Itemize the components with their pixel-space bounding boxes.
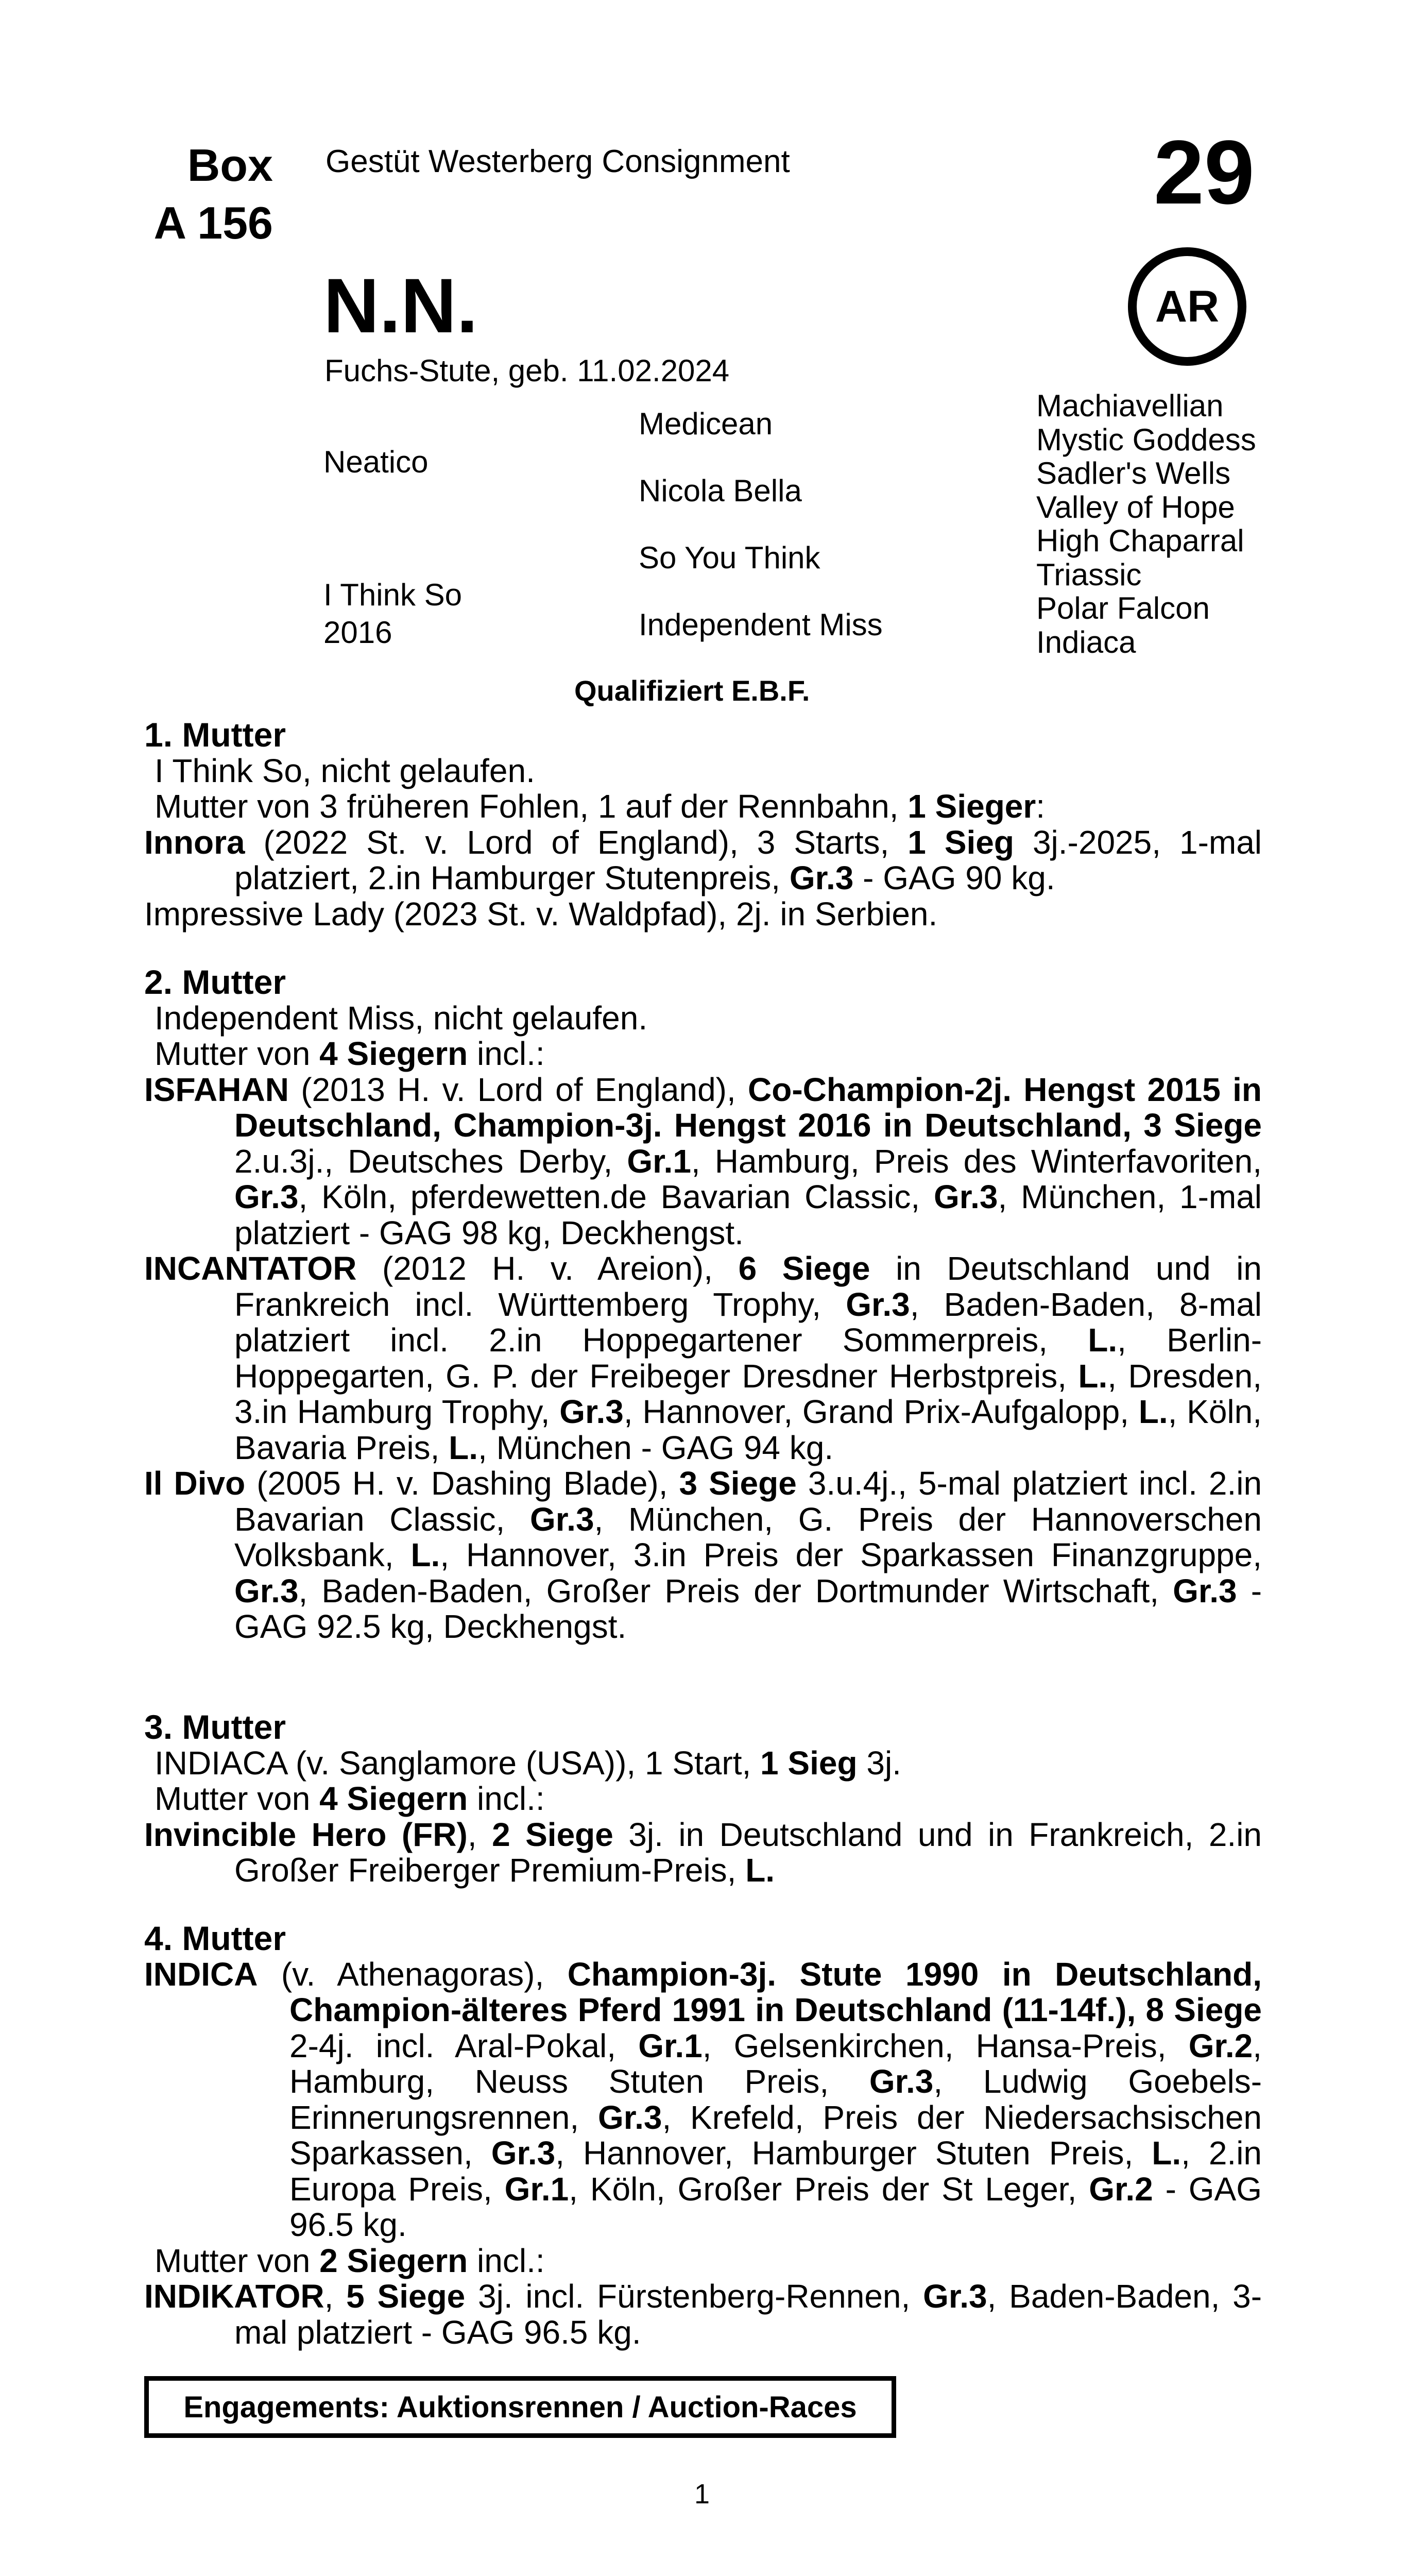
engagements-text: Engagements: Auktionsrennen / Auction-Races: [183, 2390, 857, 2424]
first-dam-heading: 1. Mutter: [144, 716, 286, 754]
second-dam-line1: Independent Miss, nicht gelaufen.: [155, 999, 648, 1037]
engagements-box: [144, 2376, 896, 2438]
second-dam-entry-isfahan: ISFAHAN (2013 H. v. Lord of England), Co-Champion-2j. Hengst 2015 in Deutschland, Champion-3j. Hengst 2016 in Deutschland, 3 Siege 2.u.3j., Deutsches Derby, Gr.1, Hamburg, Preis des Winterfavoriten, Gr.3, Köln, pferdewetten.de Bavarian Classic, Gr.3, München, 1-mal platziert - GAG 98 kg, Deckhengst.: [144, 1071, 1262, 1251]
first-dam-entry-innora: Innora (2022 St. v. Lord of England), 3 Starts, 1 Sieg 3j.-2025, 1-mal platziert, 2.in Hamburger Stutenpreis, Gr.3 - GAG 90 kg.: [144, 823, 1262, 896]
pedigree-gen3-8: Indiaca: [1036, 624, 1136, 659]
fourth-dam-heading: 4. Mutter: [144, 1919, 286, 1957]
second-dam-entry-il-divo: Il Divo (2005 H. v. Dashing Blade), 3 Siege 3.u.4j., 5-mal platziert incl. 2.in Bavarian Classic, Gr.3, München, G. Preis der Hannoverschen Volksbank, L., Hannover, 3.in Preis der Sparkassen Finanzgruppe, Gr.3, Baden-Baden, Großer Preis der Dortmunder Wirtschaft, Gr.3 - GAG 92.5 kg, Deckhengst.: [144, 1465, 1262, 1645]
pedigree-gen3-6: Triassic: [1036, 557, 1142, 592]
box-line2: A 156: [153, 197, 273, 248]
second-dam-heading: 2. Mutter: [144, 963, 286, 1001]
second-dam-entry-incantator: INCANTATOR (2012 H. v. Areion), 6 Siege in Deutschland und in Frankreich incl. Württemberg Trophy, Gr.3, Baden-Baden, 8-mal platziert incl. 2.in Hoppegartener Sommerpreis, L., Berlin-Hoppegarten, G. P. der Freibeger Dresdner Herbstpreis, L., Dresden, 3.in Hamburg Trophy, Gr.3, Hannover, Grand Prix-Aufgalopp, L., Köln, Bavaria Preis, L., München - GAG 94 kg.: [144, 1250, 1262, 1466]
fourth-dam-entry-indikator: INDIKATOR, 5 Siege 3j. incl. Fürstenberg-Rennen, Gr.3, Baden-Baden, 3-mal platziert - GAG 96.5 kg.: [144, 2278, 1262, 2351]
third-dam-heading: 3. Mutter: [144, 1708, 286, 1746]
third-dam-line1: INDIACA (v. Sanglamore (USA)), 1 Start, 1 Sieg 3j.: [155, 1744, 901, 1782]
pedigree-gen3-2: Mystic Goddess: [1036, 422, 1256, 457]
pedigree-gen2-4: Independent Miss: [639, 607, 883, 642]
first-dam-entry-impressive-lady: Impressive Lady (2023 St. v. Waldpfad), 2j. in Serbien.: [144, 895, 938, 933]
pedigree-gen2-2: Nicola Bella: [639, 473, 802, 508]
lot-number: 29: [1154, 122, 1255, 223]
first-dam-line1: I Think So, nicht gelaufen.: [155, 752, 535, 789]
third-dam-line2: Mutter von 4 Siegern incl.:: [155, 1780, 545, 1817]
pedigree-gen3: [1036, 389, 1256, 659]
fourth-dam-entry-indica: INDICA (v. Athenagoras), Champion-3j. Stute 1990 in Deutschland, Champion-älteres Pferd 1991 in Deutschland (11-14f.), 8 Siege 2-4j. incl. Aral-Pokal, Gr.1, Gelsenkirchen, Hansa-Preis, Gr.2, Hamburg, Neuss Stuten Preis, Gr.3, Ludwig Goebels-Erinnerungsrennen, Gr.3, Krefeld, Preis der Niedersachsischen Sparkassen, Gr.3, Hannover, Hamburger Stuten Preis, L., 2.in Europa Preis, Gr.1, Köln, Großer Preis der St Leger, Gr.2 - GAG 96.5 kg.: [144, 1955, 1262, 2243]
pedigree-gen3-4: Valley of Hope: [1036, 489, 1235, 524]
horse-name: N.N.: [323, 262, 478, 349]
section-second-dam: [144, 964, 1262, 1645]
pedigree-gen3-7: Polar Falcon: [1036, 591, 1210, 625]
first-dam-line2: Mutter von 3 früheren Fohlen, 1 auf der Rennbahn, 1 Sieger:: [155, 788, 1046, 825]
pedigree-gen3-5: High Chaparral: [1036, 523, 1244, 558]
fourth-dam-line2: Mutter von 2 Siegern incl.:: [155, 2242, 545, 2279]
pedigree-gen2-1: Medicean: [639, 406, 773, 441]
section-fourth-dam: [144, 1921, 1262, 2350]
section-third-dam: [144, 1709, 1262, 1889]
page-number: 1: [694, 2479, 710, 2510]
pedigree-sire: Neatico: [323, 445, 429, 479]
section-first-dam: [144, 717, 1262, 932]
second-dam-line2: Mutter von 4 Siegern incl.:: [155, 1035, 545, 1072]
box-label: [118, 137, 273, 252]
pedigree-gen3-1: Machiavellian: [1036, 388, 1224, 423]
ar-badge-icon: [1128, 247, 1246, 366]
consignor: Gestüt Westerberg Consignment: [326, 144, 790, 179]
horse-description: Fuchs-Stute, geb. 11.02.2024: [324, 353, 730, 388]
ar-badge-text: AR: [1155, 281, 1220, 331]
box-line1: Box: [187, 140, 273, 191]
pedigree-dam-year: 2016: [323, 615, 392, 650]
qualification: Qualifiziert E.B.F.: [574, 674, 810, 707]
pedigree-gen2-3: So You Think: [639, 540, 820, 575]
pedigree-gen3-3: Sadler's Wells: [1036, 456, 1231, 490]
third-dam-entry-invincible-hero: Invincible Hero (FR), 2 Siege 3j. in Deutschland und in Frankreich, 2.in Großer Freiberger Premium-Preis, L.: [144, 1816, 1262, 1889]
pedigree-dam: I Think So: [323, 578, 463, 612]
